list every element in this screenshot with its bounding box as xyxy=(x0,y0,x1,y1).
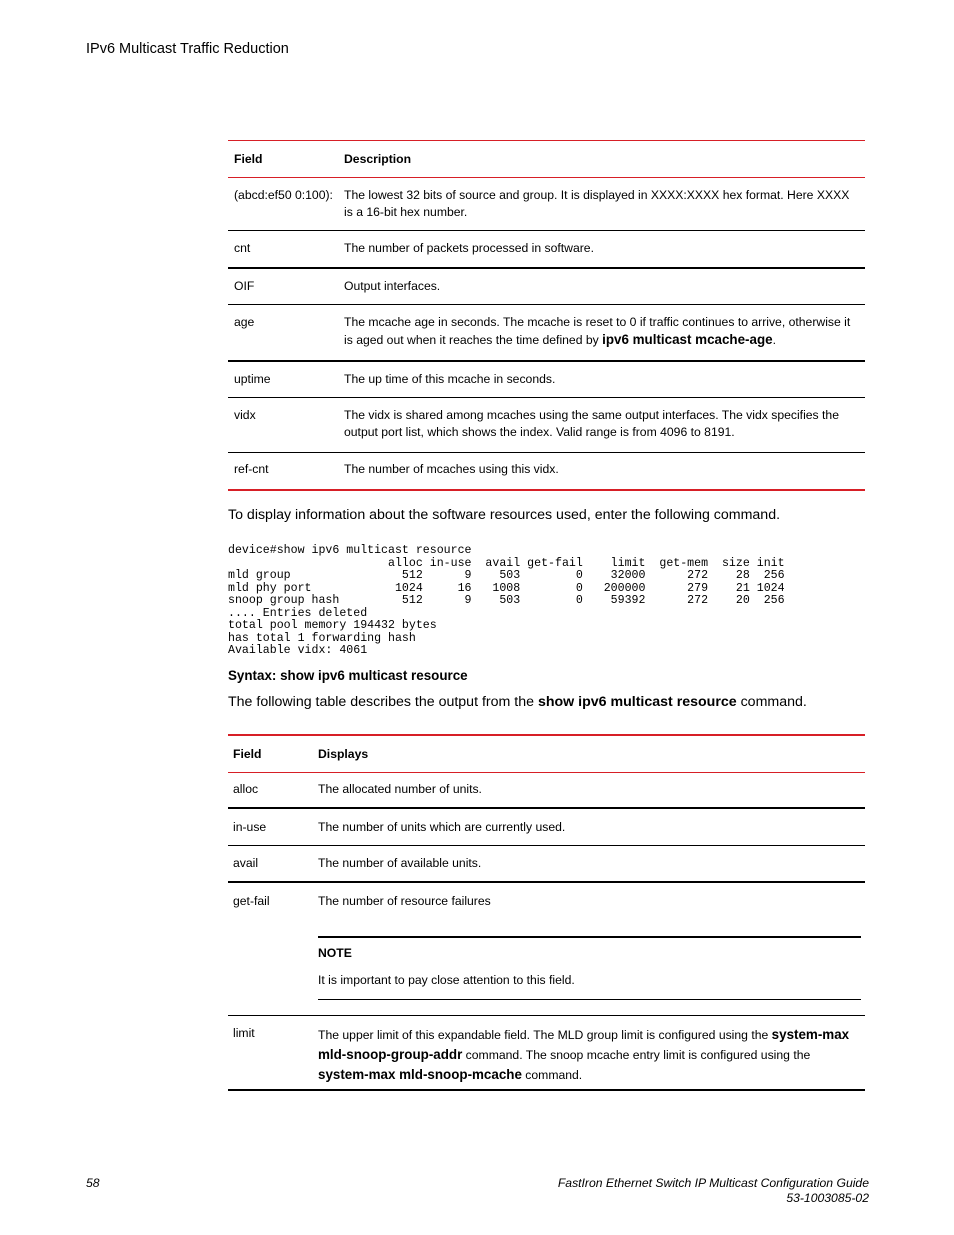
table-row xyxy=(228,1015,865,1090)
table-intro-paragraph: The following table describes the output from the show ipv6 multicast resource command. xyxy=(228,694,807,710)
column-header-displays: Displays xyxy=(318,735,865,772)
column-header-description: Description xyxy=(344,141,865,178)
table-row xyxy=(228,808,865,845)
description-cell: The up time of this mcache in seconds. xyxy=(344,371,556,386)
display-cell: The number of available units. xyxy=(318,855,482,870)
field-cell: age xyxy=(234,315,255,329)
field-cell: get-fail xyxy=(233,894,270,908)
description-cell: The mcache age in seconds. The mcache is reset to 0 if traffic continues to arrive, otherwise it is aged out when it reaches the time defined by ipv6 multicast mcache-age. xyxy=(344,315,851,347)
display-cell: The number of resource failures NOTE It is important to pay close attention to this field. xyxy=(318,882,865,1015)
field-cell: cnt xyxy=(234,241,251,255)
command-name: system-max mld-snoop-group-addr xyxy=(318,1026,850,1062)
field-cell: alloc xyxy=(233,781,259,796)
guide-title: FastIron Ethernet Switch IP Multicast Configuration Guide xyxy=(557,1176,869,1190)
field-description-table xyxy=(228,140,865,491)
command-name: system-max mld-snoop-mcache xyxy=(318,1066,522,1082)
description-cell: Output interfaces. xyxy=(344,278,441,293)
table-row xyxy=(228,305,865,361)
field-cell: (abcd:ef50 0:100): xyxy=(234,188,333,202)
note-box xyxy=(318,936,861,1000)
table-row xyxy=(228,268,865,305)
field-cell: limit xyxy=(233,1025,255,1040)
table-row xyxy=(228,231,865,268)
description-cell: The vidx is shared among mcaches using the same output interfaces. The vidx specifies the output port list, which shows the index. Valid range is from 4096 to 8191. xyxy=(344,408,839,439)
display-cell: The number of units which are currently used. xyxy=(318,820,566,834)
description-cell: The number of packets processed in software. xyxy=(344,241,594,255)
display-cell: The allocated number of units. xyxy=(318,781,482,796)
table-row xyxy=(228,178,865,231)
intro-paragraph: To display information about the software resources used, enter the following command. xyxy=(228,507,781,523)
column-header-field: Field xyxy=(228,735,318,772)
table-row xyxy=(228,453,865,490)
table-row xyxy=(228,772,865,808)
running-header: IPv6 Multicast Traffic Reduction xyxy=(86,41,289,57)
description-cell: The lowest 32 bits of source and group. It is displayed in XXXX:XXXX hex format. Here XXXX is a 16-bit hex number. xyxy=(344,188,850,219)
field-cell: uptime xyxy=(234,371,271,386)
note-text: It is important to pay close attention to this field. xyxy=(318,973,575,987)
command-name: show ipv6 multicast resource xyxy=(537,694,737,710)
description-cell: The number of mcaches using this vidx. xyxy=(344,462,559,476)
display-cell: The upper limit of this expandable field. The MLD group limit is configured using the system-max mld-snoop-group-addr command. The snoop mcache entry limit is configured using the system-max mld-snoop-mcache command. xyxy=(318,1026,850,1082)
table-row xyxy=(228,398,865,453)
field-cell: avail xyxy=(233,855,259,870)
field-cell: OIF xyxy=(234,278,255,293)
note-title: NOTE xyxy=(318,946,352,960)
table-row xyxy=(228,845,865,882)
cli-output-block: device#show ipv6 multicast resource alloc in-use avail get-fail limit get-mem size init mld group 512 9 503 0 32000 272 28 256 mld phy port 1024 16 1008 0 200000 279 21 1024 snoop group hash 512 9 503 0 59392 272 20 256 .... Entries deleted total pool memory 194432 bytes has total 1 forwarding hash Available vidx: 4061 xyxy=(228,544,785,657)
syntax-line: Syntax: show ipv6 multicast resource xyxy=(228,668,468,683)
field-displays-table xyxy=(228,734,865,1091)
command-name: ipv6 multicast mcache-age xyxy=(602,332,773,347)
column-header-field: Field xyxy=(228,141,344,178)
field-cell: in-use xyxy=(233,820,267,834)
field-cell: ref-cnt xyxy=(234,462,269,476)
table-row xyxy=(228,882,865,1015)
doc-number: 53-1003085-02 xyxy=(786,1191,869,1205)
page-number: 58 xyxy=(86,1176,100,1190)
footer-title-block xyxy=(558,1176,869,1206)
field-cell: vidx xyxy=(234,408,256,422)
table-row xyxy=(228,361,865,398)
